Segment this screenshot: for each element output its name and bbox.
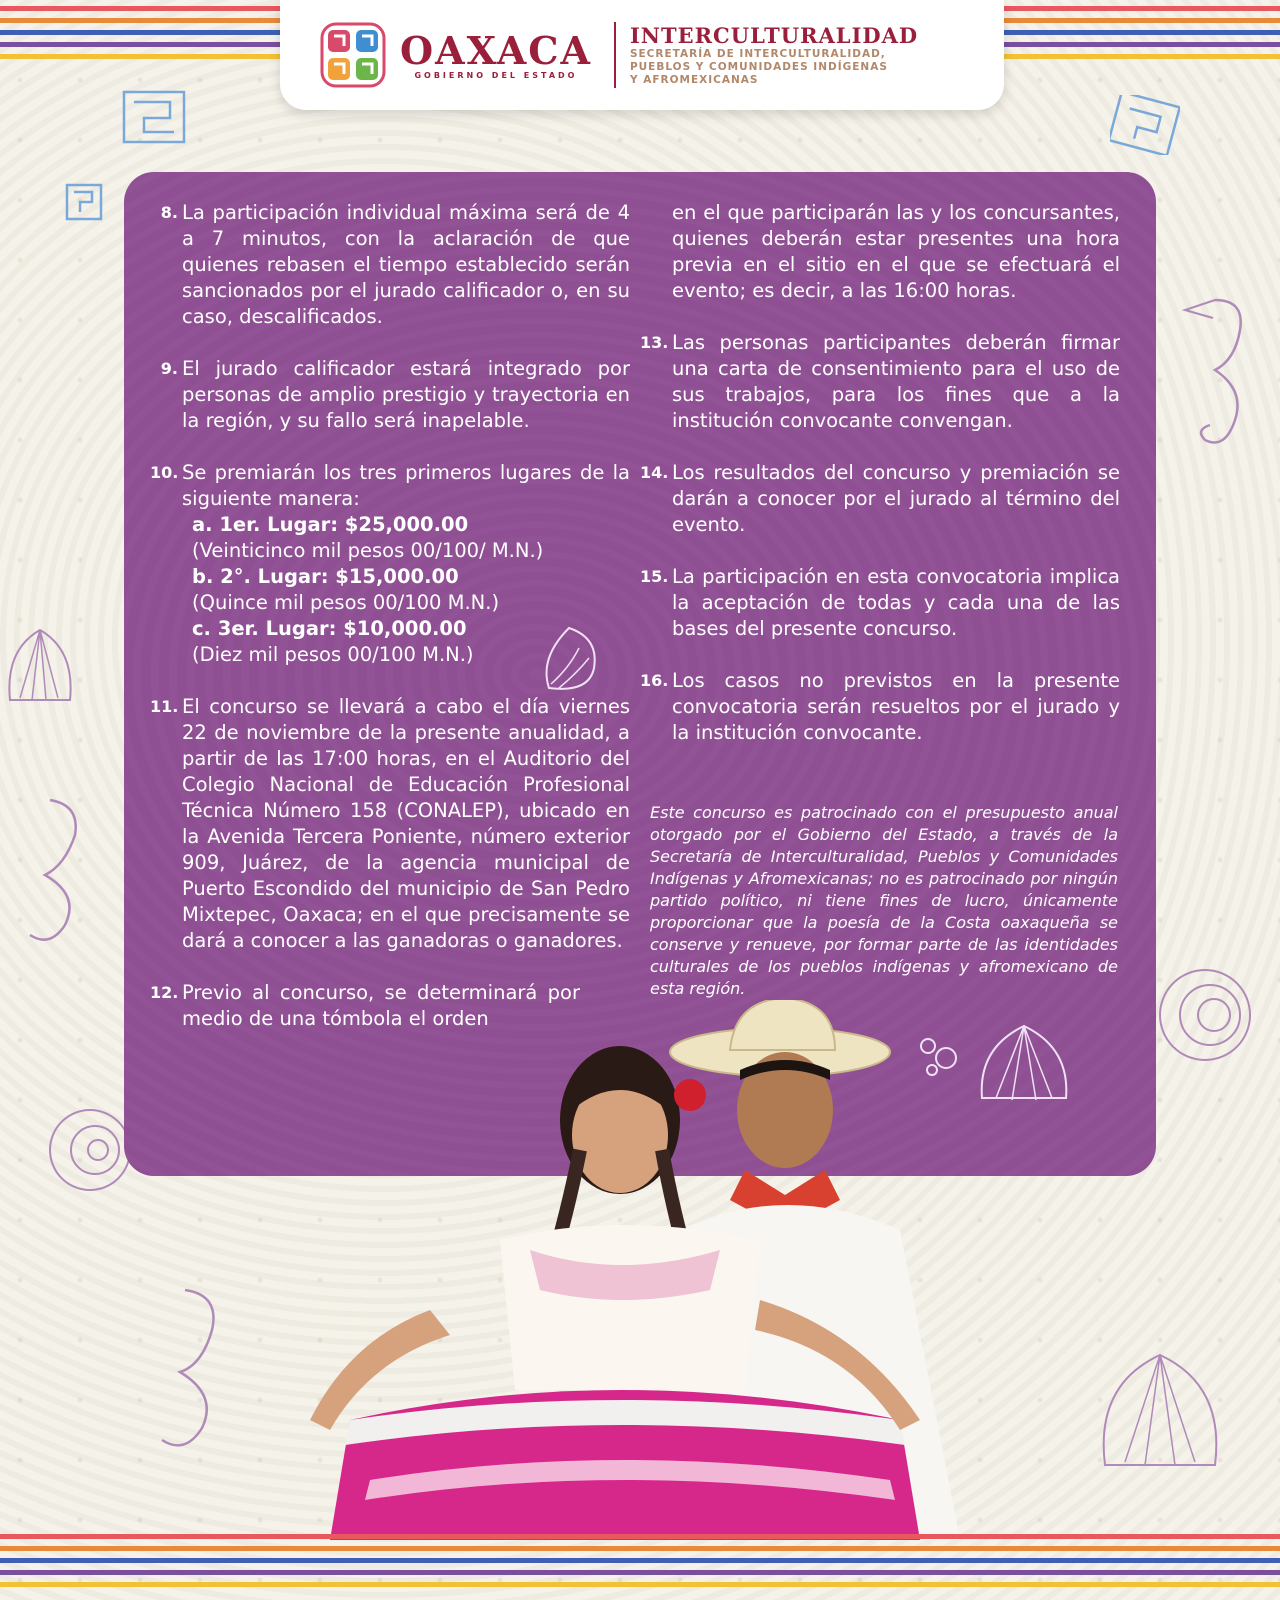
department-line: PUEBLOS Y COMUNIDADES INDÍGENAS (629, 61, 888, 73)
oaxaca-emblem-icon (320, 22, 386, 88)
aztec-glyph-icon (120, 88, 190, 148)
rules-left-column (150, 200, 630, 1058)
rule-number: 9. (160, 359, 178, 378)
rule-number: 16. (640, 671, 669, 690)
seahorse-icon (0, 790, 100, 950)
rule-text (182, 460, 630, 668)
brand-title: OAXACA (400, 27, 592, 73)
brand-subtitle: GOBIERNO DEL ESTADO (414, 70, 578, 80)
dancers-photo (200, 1000, 1100, 1540)
prize-first: a. 1er. Lugar: $25,000.00 (192, 513, 469, 536)
rule-text: La participación individual máxima será de 4 a 7 minutos, con la aclaración de que quienes rebasen el tiempo establecido serán sancionados por el jurado calificador o, en su caso, descalificados. (182, 201, 630, 328)
rule-number: 12. (150, 983, 179, 1002)
rule-item-continued (640, 200, 1120, 304)
rule-text: Las personas participantes deberán firmar una carta de consentimiento para el uso de sus trabajos, para los fines que a la institución convocante convengan. (672, 331, 1120, 432)
rule-text: Los resultados del concurso y premiación se darán a conocer por el jurado al término del evento. (672, 461, 1120, 536)
rule-item (640, 330, 1120, 434)
prize-third: c. 3er. Lugar: $10,000.00 (192, 617, 467, 640)
prize-list (182, 512, 630, 668)
rule-number: 8. (160, 203, 178, 222)
rule-item (640, 564, 1120, 642)
seashell-icon (1090, 1340, 1230, 1480)
rules-right-column (640, 200, 1120, 772)
prize-second: b. 2°. Lugar: $15,000.00 (192, 565, 459, 588)
rule-item (640, 668, 1120, 746)
rule-number: 13. (640, 333, 669, 352)
rule-item (150, 356, 630, 434)
rule-number: 11. (150, 697, 179, 716)
bottom-stripes (0, 1528, 1280, 1600)
rule-item (150, 200, 630, 330)
department-line: SECRETARÍA DE INTERCULTURALIDAD, (629, 48, 886, 60)
department-block (630, 23, 918, 87)
department-line: Y AFROMEXICANAS (629, 74, 759, 86)
rule-text: El jurado calificador estará integrado por personas de amplio prestigio y trayectoria en la región, y su fallo será inapelable. (182, 357, 630, 432)
oaxaca-wordmark (400, 27, 592, 80)
rule-text: Previo al concurso, se determinará por medio de una tómbola el orden (182, 981, 580, 1030)
aztec-glyph-icon (64, 182, 104, 222)
department-title: INTERCULTURALIDAD (629, 23, 919, 48)
header-divider (614, 22, 616, 88)
prize-second-words: (Quince mil pesos 00/100 M.N.) (192, 591, 500, 614)
seahorse-icon (1175, 290, 1265, 470)
prize-first-words: (Veinticinco mil pesos 00/100/ M.N.) (192, 539, 544, 562)
rule-item (150, 460, 630, 668)
spiral-shell-icon (1150, 960, 1260, 1070)
aztec-glyph-icon (1110, 95, 1180, 155)
rule-number: 14. (640, 463, 669, 482)
rule-item (150, 694, 630, 954)
rule-text: Los casos no previstos en la presente convocatoria serán resueltos por el jurado y la institución convocante. (672, 669, 1120, 744)
rule-item (640, 460, 1120, 538)
prize-third-words: (Diez mil pesos 00/100 M.N.) (192, 643, 474, 666)
rule-number: 10. (150, 463, 179, 482)
rule-text: El concurso se llevará a cabo el día viernes 22 de noviembre de la presente anualidad, a partir de las 17:00 horas, en el Auditorio del Colegio Nacional de Educación Profesional Técnica Número 158 (CONALEP), ubicado en la Avenida Tercera Poniente, número exterior 909, Juárez, de la agencia municipal de Puerto Escondido del municipio de San Pedro Mixtepec, Oaxaca; en el que precisamente se dará a conocer a las ganadoras o ganadores. (182, 695, 630, 952)
sponsor-note: Este concurso es patrocinado con el presupuesto anual otorgado por el Gobierno del Estado, a través de la Secretaría de Interculturalidad, Pueblos y Comunidades Indígenas y Afromexicanas; no es patrocinado por ningún partido político, ni tiene fines de lucro, únicamente proporcionar que la poesía de la Costa oaxaqueña se conserve y renueve, por formar parte de las identidades culturales de los pueblos indígenas y afromexicano de esta región. (650, 803, 1118, 998)
rule-number: 15. (640, 567, 669, 586)
seashell-icon (0, 620, 80, 710)
rule-text: en el que participarán las y los concursantes, quienes deberán estar presentes una hora previa en el sitio en el que se efectuará el evento; es decir, a las 16:00 horas. (672, 201, 1120, 302)
header-card (280, 0, 1004, 110)
rule-intro: Se premiarán los tres primeros lugares de la siguiente manera: (182, 461, 630, 510)
rule-text: La participación en esta convocatoria implica la aceptación de todas y cada una de las bases del presente concurso. (672, 565, 1120, 640)
